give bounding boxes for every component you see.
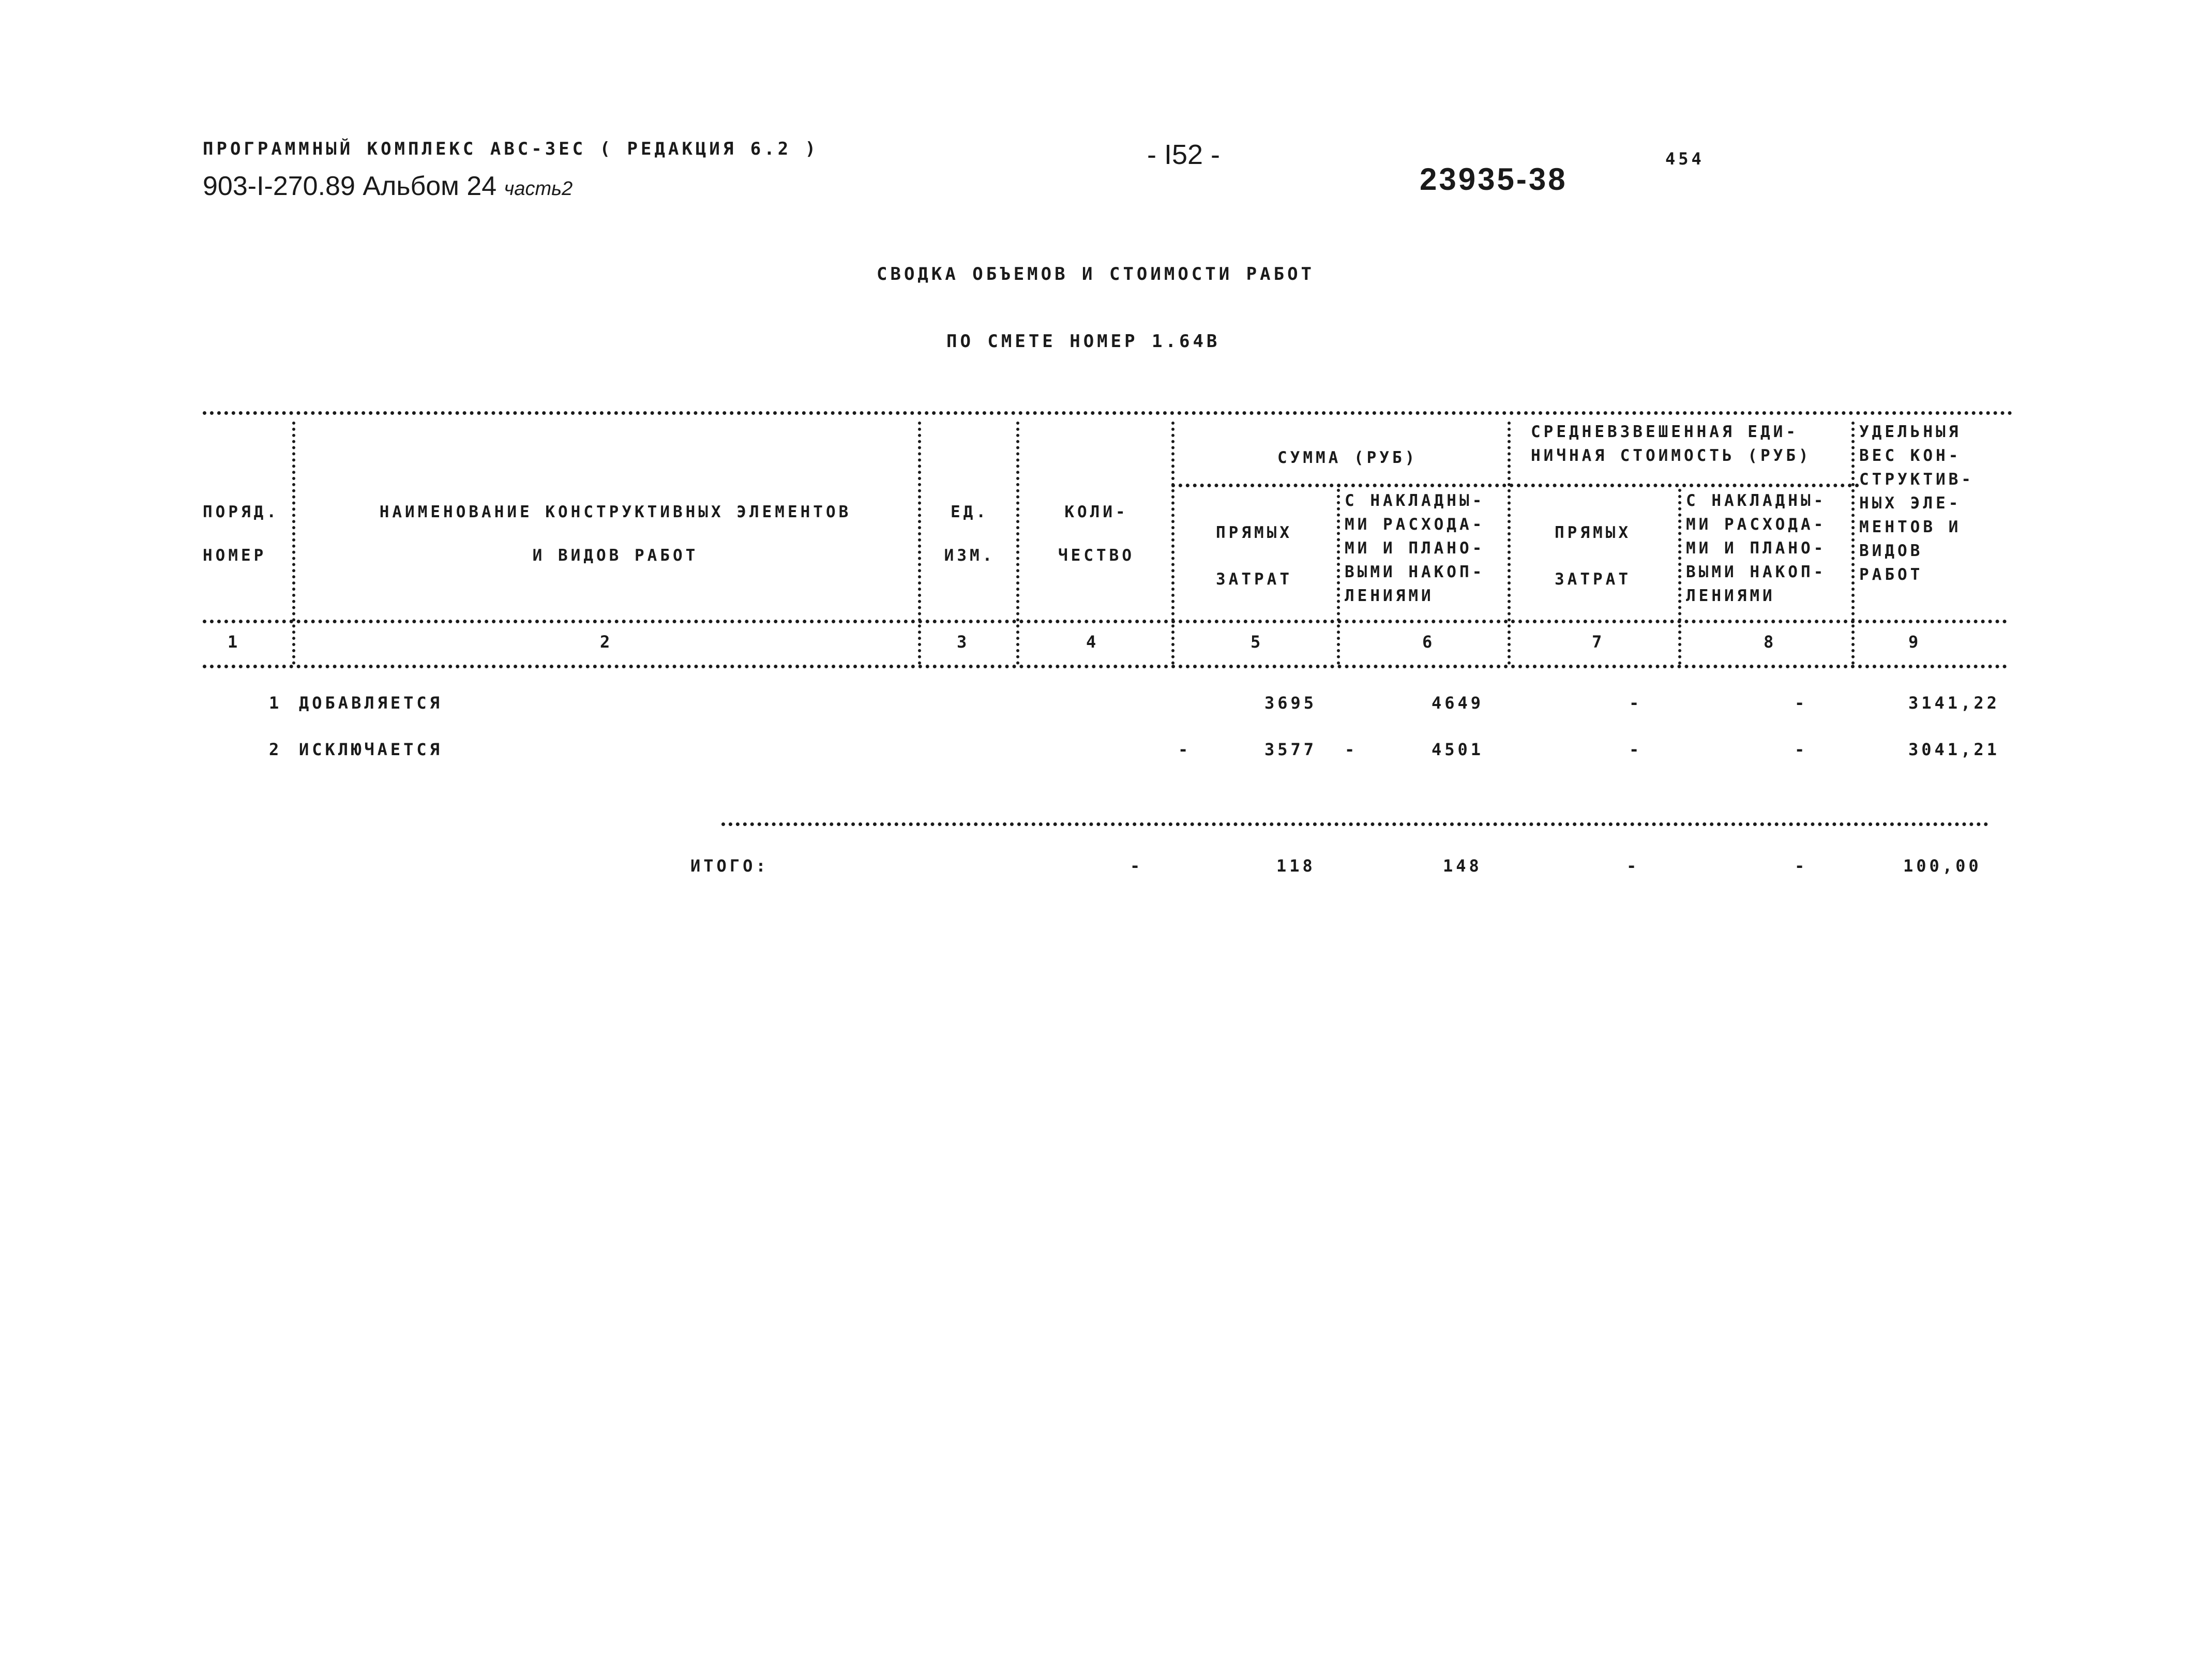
row-col8: - <box>1795 693 1808 713</box>
row-col6: 4501 <box>1432 740 1484 759</box>
column-number-2: 2 <box>600 632 613 652</box>
header-avg-group: СРЕДНЕВЗВЕШЕННАЯ ЕДИ- НИЧНАЯ СТОИМОСТЬ (РУБ) <box>1531 423 1812 465</box>
header-col3: ЕД. ИЗМ. <box>944 503 996 565</box>
column-numbers-rule <box>203 665 2008 668</box>
column-number-4: 4 <box>1086 632 1100 652</box>
header-col1: ПОРЯД. НОМЕР <box>203 503 279 565</box>
total-col8: - <box>1795 856 1808 876</box>
table-top-rule <box>203 411 2013 415</box>
row-col9: 3141,22 <box>1908 693 2000 713</box>
total-col5: 118 <box>1276 856 1316 876</box>
header-sum-group: СУММА (РУБ) <box>1277 448 1418 467</box>
row-col7: - <box>1629 693 1643 713</box>
header-bottom-rule <box>203 620 2008 623</box>
sum-subheader-rule <box>1171 484 1859 487</box>
album-part: часть2 <box>504 178 573 200</box>
row-number: 2 <box>269 740 282 759</box>
row-col7: - <box>1629 740 1643 759</box>
estimate-number: ПО СМЕТЕ НОМЕР 1.64В <box>946 331 1221 352</box>
header-col6: С НАКЛАДНЫ- МИ РАСХОДА- МИ И ПЛАНО- ВЫМИ НАКОП- ЛЕНИЯМИ <box>1345 491 1485 605</box>
album-label: Альбом 24 <box>363 171 497 201</box>
total-rule <box>721 822 1989 826</box>
program-header: ПРОГРАММНЫЙ КОМПЛЕКС АВС-ЗЕС ( РЕДАКЦИЯ 6.2 ) <box>203 139 819 159</box>
total-col9: 100,00 <box>1903 856 1982 876</box>
row-col9: 3041,21 <box>1908 740 2000 759</box>
album-reference <box>203 171 573 202</box>
row-name: ИСКЛЮЧАЕТСЯ <box>299 740 443 759</box>
column-number-8: 8 <box>1764 632 1777 652</box>
total-sign-col4: - <box>1130 856 1143 876</box>
row-col5: 3695 <box>1264 693 1317 713</box>
row-col5: 3577 <box>1264 740 1317 759</box>
document-number: 23935-38 <box>1420 162 1568 197</box>
row-sign-col6: - <box>1345 740 1358 759</box>
row-col6: 4649 <box>1432 693 1484 713</box>
row-col8: - <box>1795 740 1808 759</box>
header-col5: ПРЯМЫХ ЗАТРАТ <box>1216 523 1292 589</box>
col-sep-4 <box>1171 422 1174 665</box>
sheet-number: 454 <box>1665 149 1705 169</box>
header-col2: НАИМЕНОВАНИЕ КОНСТРУКТИВНЫХ ЭЛЕМЕНТОВ И ВИДОВ РАБОТ <box>379 503 852 565</box>
col-sep-3 <box>1016 422 1019 665</box>
column-number-1: 1 <box>228 632 241 652</box>
total-col6: 148 <box>1443 856 1482 876</box>
col-sep-8 <box>1851 422 1855 665</box>
row-name: ДОБАВЛЯЕТСЯ <box>299 693 443 713</box>
col-sep-2 <box>918 422 921 665</box>
column-number-9: 9 <box>1908 632 1922 652</box>
col-sep-7 <box>1678 489 1681 665</box>
header-col8: С НАКЛАДНЫ- МИ РАСХОДА- МИ И ПЛАНО- ВЫМИ НАКОП- ЛЕНИЯМИ <box>1686 491 1827 605</box>
row-sign-col4: - <box>1178 740 1192 759</box>
column-number-3: 3 <box>957 632 970 652</box>
column-number-6: 6 <box>1422 632 1436 652</box>
header-col4: КОЛИ- ЧЕСТВО <box>1058 503 1135 565</box>
page-number: - I52 - <box>1147 139 1221 170</box>
total-label: ИТОГО: <box>690 856 769 876</box>
col-sep-6 <box>1508 422 1511 665</box>
col-sep-5 <box>1337 489 1340 665</box>
header-col9: УДЕЛЬНЫЯ ВЕС КОН- СТРУКТИВ- НЫХ ЭЛЕ- МЕНТОВ И ВИДОВ РАБОТ <box>1859 423 1974 584</box>
row-number: 1 <box>269 693 282 713</box>
col-sep-1 <box>292 422 295 665</box>
column-number-7: 7 <box>1592 632 1605 652</box>
album-code: 903-I-270.89 <box>203 171 355 201</box>
document-title: СВОДКА ОБЪЕМОВ И СТОИМОСТИ РАБОТ <box>877 264 1315 284</box>
total-col7: - <box>1626 856 1640 876</box>
header-col7: ПРЯМЫХ ЗАТРАТ <box>1555 523 1631 589</box>
column-number-5: 5 <box>1251 632 1264 652</box>
